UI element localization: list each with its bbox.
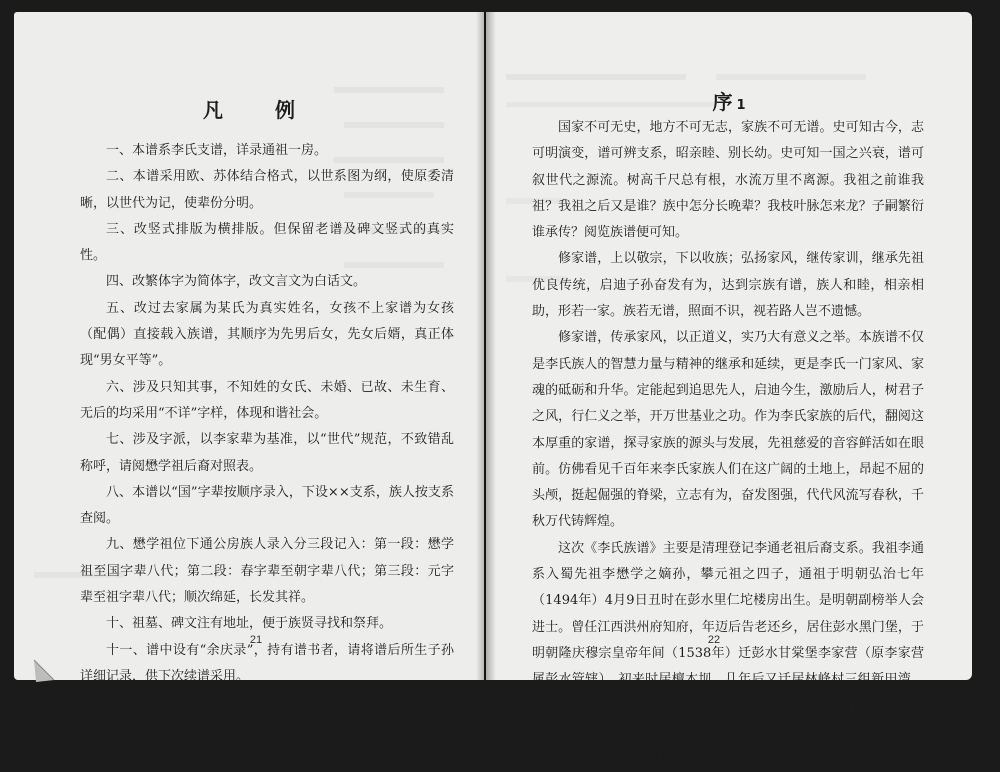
paragraph: 九、懋学祖位下通公房族人录入分三段记入：第一段：懋学祖至国字辈八代；第二段：春字辈至朝字辈八代；第三段：元字辈至祖字辈八代；顺次绵延，长发其祥。	[80, 537, 454, 606]
paragraph: 七、涉及字派，以李家辈为基准，以“世代”规范，不致错乱称呼，请阅懋学祖后裔对照表。	[80, 432, 454, 474]
page-number: 21	[249, 634, 263, 646]
paragraph: 三、改竖式排版为横排版。但保留老谱及碑文竖式的真实性。	[80, 221, 454, 264]
heading-text: 序	[712, 90, 733, 114]
paragraph: 六、涉及只知其事，不知姓的女氏、未婚、已故、未生育、无后的均采用“不详”字样，体现和谐社会。	[80, 379, 454, 421]
paragraph: 国家不可无史，地方不可无志，家族不可无谱。史可知古今，志可明演变，谱可辨支系，昭亲睦、别长幼。史可知一国之兴衰，谱可叙世代之源流。树高千尺总有根，水流万里不离源。我祖之前谁我祖？我祖之后又是谁？族中怎分长晚辈？我枝叶脉怎来龙？子嗣繁衍谁承传？阅览族谱便可知。	[532, 120, 924, 241]
paragraph: 五、改过去家属为某氏为真实姓名，女孩不上家谱为女孩（配偶）直接载入族谱，其顺序为先男后女，先女后婿，真正体现“男女平等”。	[80, 300, 454, 369]
paragraph: 八、本谱以“国”字辈按顺序录入，下设××支系，族人按支系查阅。	[80, 484, 454, 527]
page-corner-curl-icon	[32, 654, 58, 684]
paragraph: 修家谱，传承家风，以正道义，实乃大有意义之举。本族谱不仅是李氏族人的智慧力量与精神的继承和延续，更是李氏一门家风、家魂的砥砺和升华。定能起到追思先人，启迪今生，激励后人，树君子之风，行仁义之举，开万世基业之功。作为李氏家族的后代，翻阅这本厚重的家谱，探寻家族的源头与发展，先祖慈爱的音容鲜活如在眼前。仿佛看见千百年来李氏家族人们在这广阔的土地上，昂起不屈的头颅，挺起倔强的脊梁，立志有为，奋发图强，代代风流写春秋，千秋万代铸辉煌。	[532, 330, 924, 530]
paragraph: 这次《李氏族谱》主要是清理登记李通老祖后裔支系。我祖李通系入蜀先祖李懋学之嫡孙，攀元祖之四子，通祖于明朝弘治七年（1494年）4月9日丑时在彭水里仁坨楼房出生。是明朝副榜举人会进士。曾任江西洪州府知府，年迈后告老还乡，居住彭水黑门堡，于明朝隆庆穆宗皇帝年间（1538年）迁彭水甘棠堡李家营（原李家营属彭水管辖），初来时居檀木坝，几年后又迁居林峰村三组新田湾，现属重庆市黔江区杉岭乡，通祖卒于明朝万历十二年（1584年）12月8日，享年90岁，葬于林峰村三组新田湾，小地名大塆祖坟凼。地形曰“金星吐乳”立壬山丙向。	[532, 540, 924, 767]
left-page	[14, 12, 484, 684]
paragraph: 四、改繁体字为简体字，改文言文为白话文。	[106, 274, 367, 290]
book-gutter	[476, 12, 496, 680]
page-heading	[486, 86, 972, 115]
paragraph: 十一、谱中设有“余庆录”，持有谱书者，请将谱后所生子孙详细记录，供下次续谱采用。	[80, 642, 454, 684]
body-text	[80, 138, 454, 690]
body-text	[532, 115, 924, 772]
paragraph: 一、本谱系李氏支谱，详录通祖一房。	[106, 143, 328, 158]
paragraph: 修家谱，上以敬宗，下以收族；弘扬家风，继传家训，继承先祖优良传统，启迪子孙奋发有为，达到宗族有谱，族人和睦，相亲相助，形若一家。族若无谱，照面不识，视若路人岂不遗憾。	[532, 251, 924, 320]
heading-mark: 1	[736, 98, 746, 113]
page-heading: 凡 例	[203, 98, 311, 122]
right-page	[486, 12, 972, 767]
paragraph: 十、祖墓、碑文注有地址，便于族贤寻找和祭拜。	[106, 616, 393, 632]
page-number: 22	[707, 634, 721, 646]
paragraph: 二、本谱采用欧、苏体结合格式，以世系图为纲，使原委清晰，以世代为记，使辈份分明。	[80, 169, 454, 211]
